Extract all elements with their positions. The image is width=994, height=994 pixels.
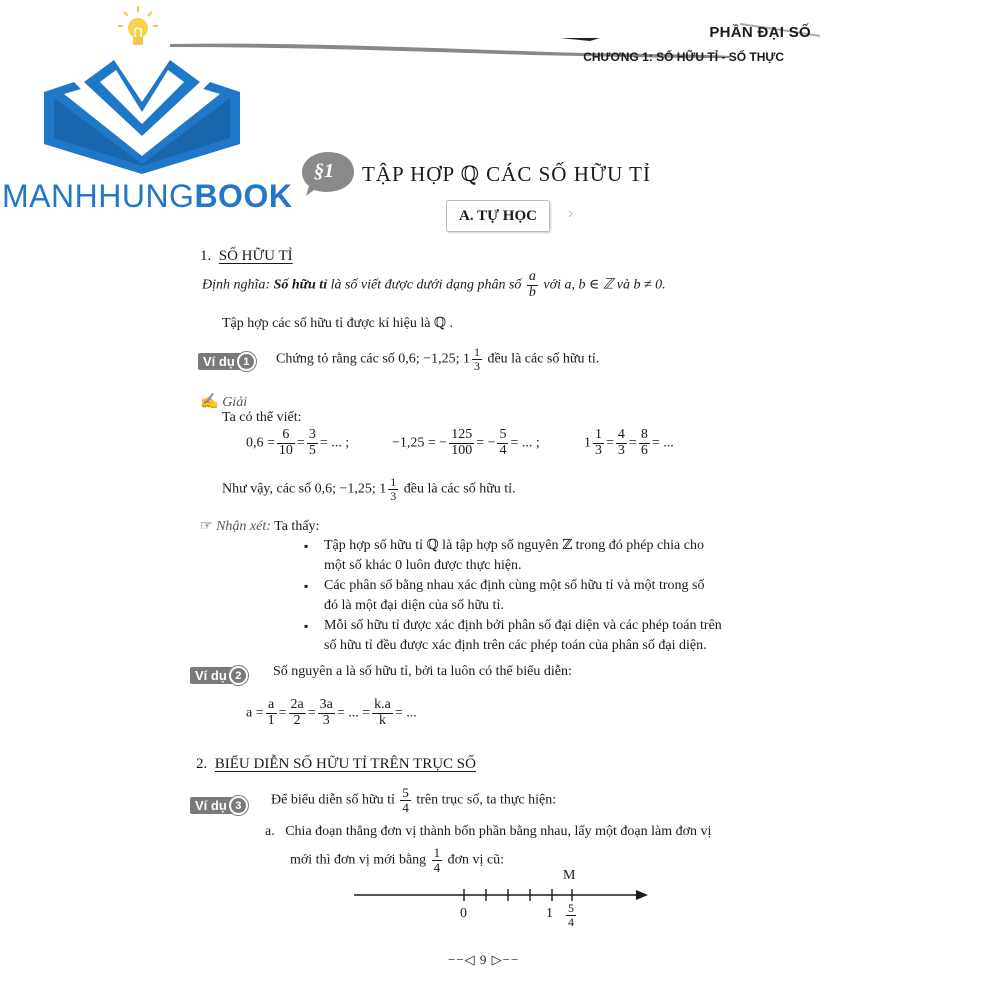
step-a-text2: mới thì đơn vị mới bằng <box>290 852 427 868</box>
eq2-mid: = − <box>476 435 496 451</box>
definition <box>202 270 666 300</box>
number-axis <box>352 880 652 904</box>
example2-text: Số nguyên a là số hữu tỉ, bởi ta luôn có thể biểu diễn: <box>273 664 572 679</box>
ex2-frac1 <box>266 698 277 728</box>
remark-1-line1: Tập hợp số hữu tỉ ℚ là tập hợp số nguyên ℤ trong đó phép chia cho <box>324 538 704 553</box>
solution-label: Giải <box>222 395 248 410</box>
conclusion-frac-num: 1 <box>390 475 397 489</box>
eq1-tail: = ... ; <box>319 435 350 451</box>
ex2-tail: = ... <box>394 705 417 721</box>
example3-number: 3 <box>229 796 248 815</box>
example2-badge <box>190 666 248 685</box>
example1-conclusion <box>222 476 516 502</box>
brand-name-part2: BOOK <box>194 178 293 214</box>
eq1-frac2-num: 3 <box>308 427 316 442</box>
axis-arrow <box>636 890 648 900</box>
step-a-label: a. <box>265 824 275 839</box>
eq1-lhs: 0,6 = <box>246 435 275 451</box>
brand-name-part1: MANHHUNG <box>2 178 195 214</box>
step-a-text1: Chia đoạn thẳng đơn vị thành bốn phần bằng nhau, lấy một đoạn làm đơn vị <box>285 824 712 839</box>
remark-3-line2: số hữu tỉ đều được xác định trên các phép toán của phân số đại diện. <box>324 638 707 653</box>
eq3-frac2-den: 6 <box>640 442 648 458</box>
part1-heading-num: 1. <box>200 248 212 264</box>
remark-item <box>302 576 722 616</box>
solution-intro: Ta có thể viết: <box>222 410 302 425</box>
definition-condition: với a, b ∈ ℤ và b ≠ 0. <box>543 277 666 293</box>
eq3-frac0 <box>593 428 604 458</box>
eq3-lhs: 1 <box>584 435 591 451</box>
equation-2 <box>392 428 540 458</box>
axis-zero-label: 0 <box>460 906 467 921</box>
eq1-frac2-den: 5 <box>308 442 316 458</box>
example2-label: Ví dụ <box>190 667 233 684</box>
ex2-mid: = ... = <box>336 705 371 721</box>
example3-label: Ví dụ <box>190 797 233 814</box>
step-a-line1 <box>265 824 711 840</box>
remarks-heading <box>200 518 319 535</box>
eq3-frac1-den: 3 <box>617 442 625 458</box>
remarks-label: Nhận xét: <box>216 519 271 534</box>
solution-heading <box>200 392 247 411</box>
eq3-frac1 <box>616 428 627 458</box>
brand-name <box>2 178 292 215</box>
definition-frac-den: b <box>528 284 536 300</box>
example1-statement <box>276 346 599 372</box>
definition-frac-num: a <box>528 269 536 284</box>
ex2-frac2 <box>289 698 306 728</box>
axis-one-label: 1 <box>546 906 553 921</box>
example2-number: 2 <box>229 666 248 685</box>
ex2-frac2-den: 2 <box>293 712 301 728</box>
conclusion-text: Như vậy, các số 0,6; −1,25; 1 <box>222 481 387 497</box>
eq1-frac1 <box>277 428 295 458</box>
section-badge: §1 <box>314 160 334 182</box>
equation-3: 1 $\frac{1}{3}$ = $\frac{4}{3}$ = $\frac{8}{6}$ = ... <box>584 427 674 458</box>
example1-text-end: đều là các số hữu tỉ. <box>487 351 600 367</box>
equation-1: 0,6 = $\frac{6}{10}$ = $\frac{3}{5}$ = ... ; <box>246 427 350 458</box>
remarks-list <box>302 536 722 656</box>
part-title: PHẦN ĐẠI SỐ <box>709 24 811 41</box>
example2-equation: a = $\frac{a}{1}$ = $\frac{2a}{2}$ = $\frac{3a}{3}$ = ... = $\frac{k.a}{k}$ = ... <box>246 697 417 728</box>
step-a-line2 <box>290 846 504 874</box>
example3-frac-num: 5 <box>402 785 409 800</box>
step-a-frac-num: 1 <box>433 845 441 860</box>
example1-frac-den: 3 <box>473 358 480 373</box>
conclusion-end: đều là các số hữu tỉ. <box>403 481 516 497</box>
conclusion-fraction <box>388 476 398 502</box>
eq2-frac2 <box>497 428 508 458</box>
ex2-frac4-num: k.a <box>374 697 391 712</box>
remark-1-line2: một số khác 0 luôn được thực hiện. <box>324 558 522 573</box>
eq3-frac0-num: 1 <box>595 427 602 442</box>
section-title: TẬP HỢP ℚ CÁC SỐ HỮU TỈ <box>362 162 652 186</box>
pencil-icon: ✍ <box>200 394 219 410</box>
ex2-frac4 <box>372 698 393 728</box>
open-book-icon <box>44 52 240 174</box>
notation-text: Tập hợp các số hữu tỉ được kí hiệu là ℚ . <box>222 316 454 331</box>
remark-2-line2: đó là một đại diện của số hữu tỉ. <box>324 598 504 613</box>
eq1-frac1-num: 6 <box>277 428 295 444</box>
eq3-tail: = ... <box>651 435 674 451</box>
example3-badge <box>190 796 248 815</box>
example3-text: Để biểu diễn số hữu tỉ <box>271 792 395 808</box>
axis-frac <box>566 902 576 928</box>
step-a-text-end: đơn vị cũ: <box>447 852 505 868</box>
ex2-frac4-den: k <box>379 712 387 728</box>
example1-number: 1 <box>237 352 256 371</box>
eq1-frac1-den: 10 <box>278 442 293 458</box>
eq2-frac2-num: 5 <box>499 427 507 442</box>
remarks-intro: Ta thấy: <box>274 519 320 534</box>
ex2-frac1-den: 1 <box>267 712 275 728</box>
eq3-frac0-den: 3 <box>595 442 602 458</box>
eq2-frac1 <box>449 428 474 458</box>
ex2-frac3 <box>318 698 335 728</box>
example3-fraction <box>400 786 411 814</box>
axis-frac-num: 5 <box>568 901 574 915</box>
ex2-frac3-den: 3 <box>322 712 330 728</box>
axis-point-fraction <box>564 902 578 928</box>
part2-heading-text: BIỂU DIỄN SỐ HỮU TỈ TRÊN TRỤC SỐ <box>214 756 476 772</box>
axis-frac-den: 4 <box>568 914 574 929</box>
eq3-frac1-num: 4 <box>617 427 625 442</box>
self-study-tab: A. TỰ HỌC <box>446 200 550 232</box>
part2-heading <box>196 756 476 773</box>
example1-label: Ví dụ <box>198 353 241 370</box>
example3-text-end: trên trục số, ta thực hiện: <box>416 792 557 808</box>
chapter-title: CHƯƠNG 1: SỐ HỮU TỈ - SỐ THỰC <box>583 50 784 64</box>
eq2-tail: = ... ; <box>510 435 540 451</box>
axis-point-label: M <box>563 868 576 883</box>
eq2-frac1-den: 100 <box>451 442 473 458</box>
ex2-frac3-num: 3a <box>319 697 333 712</box>
conclusion-frac-den: 3 <box>390 488 397 503</box>
step-a-fraction <box>432 846 443 874</box>
eq2-frac1-num: 125 <box>451 427 473 442</box>
example1-text: Chứng tỏ rằng các số 0,6; −1,25; 1 <box>276 351 470 367</box>
definition-fraction <box>527 270 538 300</box>
remark-item <box>302 616 722 656</box>
ex2-frac1-num: a <box>266 698 277 714</box>
page-number: −−◁ 9 ▷−− <box>448 952 520 967</box>
example1-frac-num: 1 <box>473 345 480 359</box>
eq3-frac2-num: 8 <box>640 427 648 442</box>
definition-term: Số hữu tỉ <box>273 277 328 293</box>
definition-text: là số viết được dưới dạng phân số <box>330 277 522 293</box>
example1-fraction <box>472 346 482 372</box>
part1-heading <box>200 248 293 265</box>
part2-heading-num: 2. <box>196 756 208 772</box>
eq2-frac2-den: 4 <box>499 442 507 458</box>
remark-item <box>302 536 722 576</box>
definition-label: Định nghĩa: <box>202 277 271 293</box>
pointing-hand-icon: ☞ <box>200 519 213 534</box>
eq3-frac2 <box>639 428 650 458</box>
example3-frac-den: 4 <box>402 799 409 815</box>
eq2-lhs: −1,25 = − <box>392 435 448 451</box>
chevron-right-icon: › <box>568 205 574 222</box>
light-bulb-icon <box>118 6 158 56</box>
step-a-frac-den: 4 <box>433 859 441 875</box>
eq1-frac2 <box>307 428 318 458</box>
ex2-frac2-num: 2a <box>290 697 304 712</box>
remark-3-line1: Mỗi số hữu tỉ được xác định bởi phân số đại diện và các phép toán trên <box>324 618 722 633</box>
example1-badge <box>198 352 256 371</box>
part1-heading-text: SỐ HỮU TỈ <box>218 248 293 264</box>
example3-statement <box>271 786 556 814</box>
ex2-lhs: a = <box>246 705 264 721</box>
remark-2-line1: Các phân số bằng nhau xác định cùng một số hữu tỉ và một trong số <box>324 578 705 593</box>
